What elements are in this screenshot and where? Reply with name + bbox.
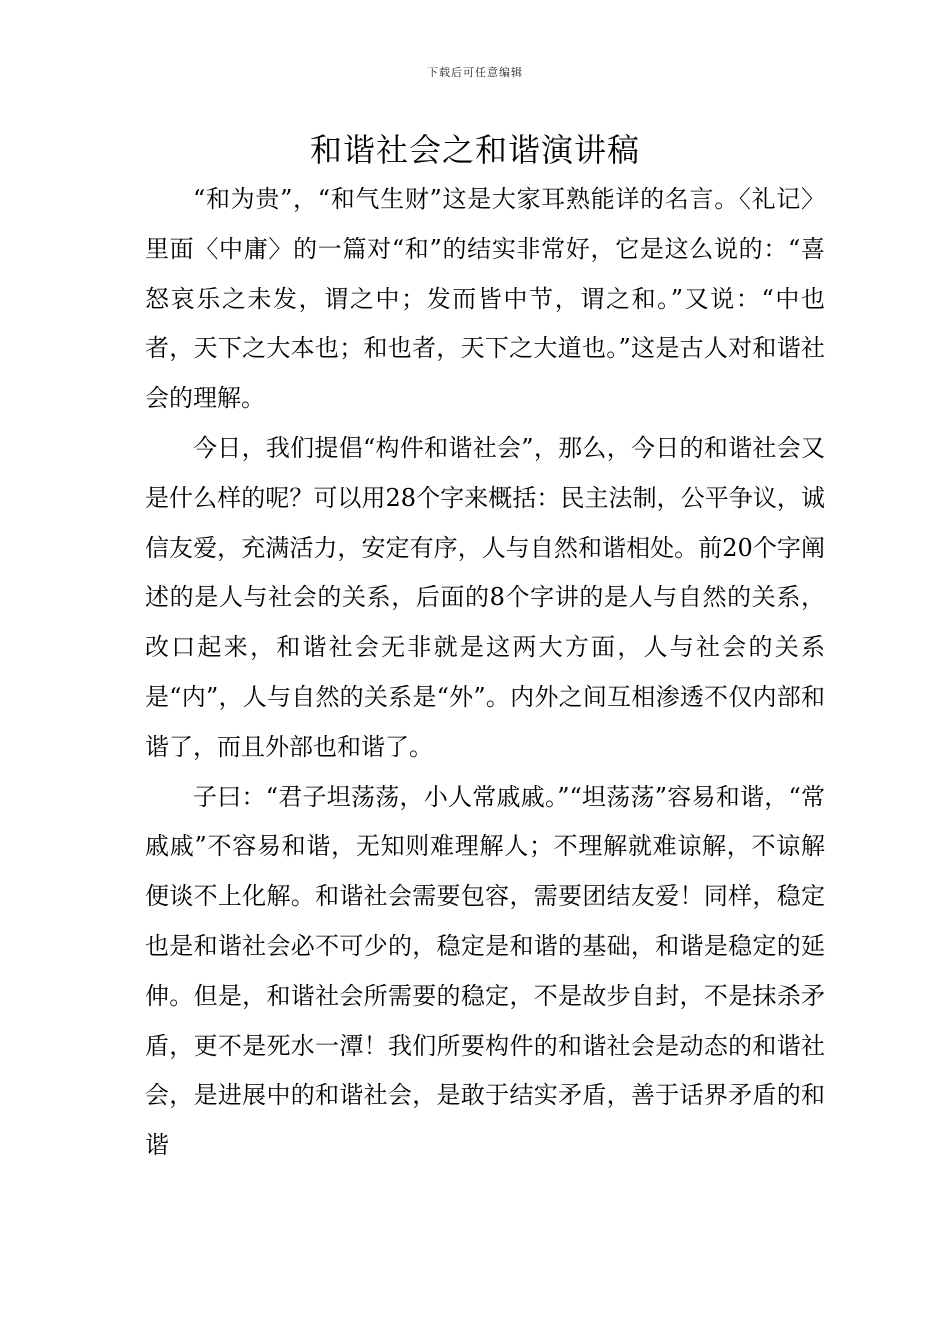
page-header: 下载后可任意编辑 — [427, 66, 523, 79]
paragraph-3: 子曰：“君子坦荡荡，小人常戚戚。”“坦荡荡”容易和谐，“常戚戚”不容易和谐，无知则难理解人；不理解就难谅解，不谅解便谈不上化解。和谐社会需要包容，需要团结友爱！同样，稳定也是和谐社会必不可少的，稳定是和谐的基础，和谐是稳定的延伸。但是，和谐社会所需要的稳定，不是故步自封，不是抹杀矛盾，更不是死水一潭！我们所要构件的和谐社会是动态的和谐社会，是进展中的和谐社会，是敢于结实矛盾，善于话界矛盾的和谐 — [145, 782, 825, 1160]
document-title: 和谐社会之和谐演讲稿 — [309, 131, 640, 169]
paragraph-1: “和为贵”，“和气生财”这是大家耳熟能详的名言。〈礼记〉里面〈中庸〉的一篇对“和”的结实非常好，它是这么说的：“喜怒哀乐之未发，谓之中；发而皆中节，谓之和。”又说：“中也者，天下之大本也；和也者，天下之大道也。”这是古人对和谐社会的理解。 — [145, 185, 825, 413]
document-body — [145, 175, 825, 1171]
paragraph-2: 今日，我们提倡“构件和谐社会”，那么，今日的和谐社会又是什么样的呢？可以用28个字来概括：民主法制，公平争议，诚信友爱，充满活力，安定有序，人与自然和谐相处。前20个字阐述的是人与社会的关系，后面的8个字讲的是人与自然的关系，改口起来，和谐社会无非就是这两大方面，人与社会的关系是“内”，人与自然的关系是“外”。内外之间互相渗透不仅内部和谐了，而且外部也和谐了。 — [145, 433, 825, 761]
